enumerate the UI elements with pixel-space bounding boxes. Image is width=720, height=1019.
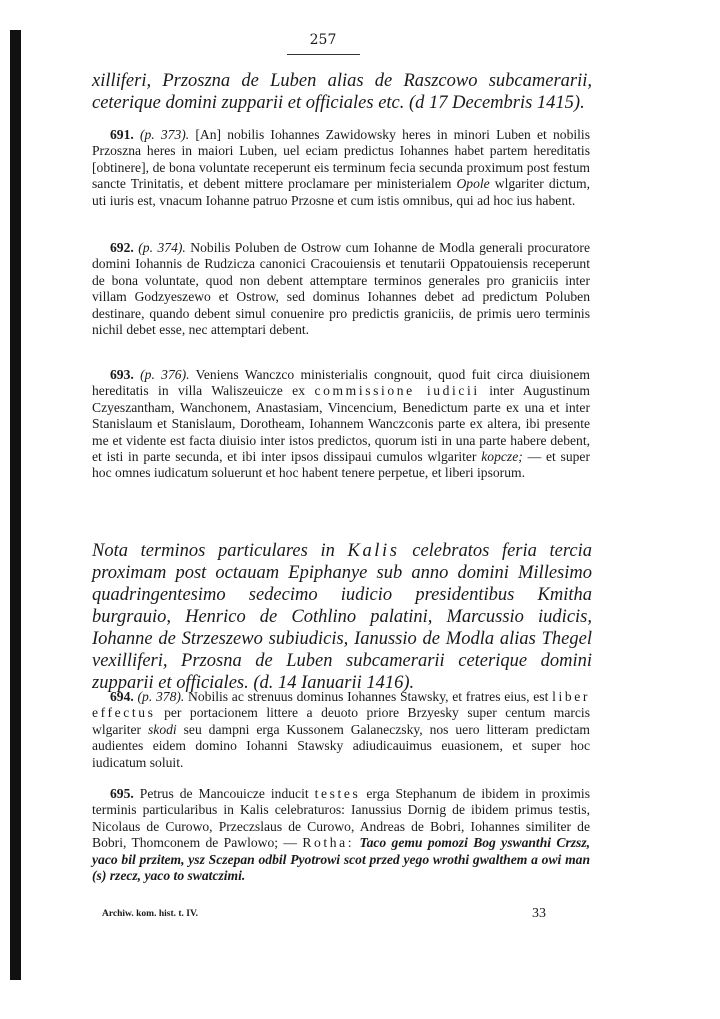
entry-695 (92, 786, 590, 884)
entry-text-a: Petrus de Mancouicze inducit (139, 786, 309, 801)
page-number-rule (287, 54, 360, 55)
heading-mid-b: celebratos feria tercia proximam post octauam Epiphanye sub anno domini Millesimo quadringentesimo sedecimo iudicio presidentibus Kmitha burgrauio, Henrico de Cothlino palatini, Marcussio iudicis, Iohanne de Strzeszewo subiudicis, Ianussio de Modla alias Thegel vexilliferi, Przosna de Luben subcamerarii ceterique domini zupparii et officiales. (d. 14 Ianuarii 1416). (92, 541, 593, 693)
place-name: Opole (456, 176, 490, 192)
entry-text-c: seu dampni erga Kussonem Galaneczsky, nos uero litteram predictam audientes eidem domino Iohanni Stawsky adiudicauimus euasionem, et super hoc iudicatum soluit. (92, 721, 590, 770)
entry-ref: (p. 373). (139, 127, 190, 142)
footer-source: Archiw. kom. hist. t. IV. (102, 909, 198, 919)
entry-694 (92, 689, 590, 771)
entry-ref: (p. 376). (140, 367, 190, 382)
entry-text-c: — et super hoc omnes iudicatum soluerunt et hoc habent tenere perpetue, et liberi ipsorum. (92, 449, 590, 481)
entry-ref: (p. 378). (137, 689, 185, 704)
spaced-phrase: liber effectus (92, 689, 591, 721)
entry-691 (92, 127, 590, 209)
entry-number: 692. (110, 240, 134, 255)
heading-mid-a: Nota terminos particulares in (92, 541, 335, 561)
entry-number: 695. (110, 786, 134, 801)
entry-text-b: per portacionem littere a deuoto priore Brzyesky super centum marcis wlgariter (92, 705, 591, 737)
spaced-word: testes (314, 786, 361, 801)
section-heading-mid (92, 540, 592, 694)
section-heading-top: xilliferi, Przoszna de Luben alias de Raszcowo subcamerarii, ceterique domini zupparii et officiales etc. (d 17 Decembris 1415). (92, 71, 592, 113)
entry-number: 693. (110, 367, 134, 382)
entry-number: 694. (110, 689, 134, 704)
entry-text-b: inter Augustinum Czyeszantham, Wanchonem, Anastasiam, Vincencium, Benedictum parte ex una et inter Stanislaum et Stanislaum, Dorotheam, Iohannem Wanczconis parte ex altera, ibi presente me et vidente est facta diuisio inter istos predictos, quorum isti in una parte habere debent, et isti in parte secunda, et ibi inter ipsos dissipaui cumulos wlgariter (92, 383, 591, 465)
entry-text-a: Veniens Wanczco ministerialis congnouit, quod fuit circa diuisionem hereditatis in villa Waliszeuicze ex (92, 367, 590, 399)
footer-signature-number: 33 (532, 906, 546, 921)
vernacular-word: skodi (148, 721, 177, 737)
entry-ref: (p. 374). (138, 240, 186, 255)
page-number: 257 (309, 32, 337, 48)
oath-text: Taco gemu pomozi Bog yswanthi Crzsz, yaco bil przitem, ysz Sczepan odbil Pyotrowi scot przed yego wrothi gwalthem a owi man (s) rzecz, yaco to swatczimi. (92, 835, 591, 884)
spaced-label: Rotha: (302, 835, 355, 851)
entry-692 (92, 240, 590, 338)
vernacular-word: kopcze; (481, 449, 523, 465)
entry-number: 691. (110, 127, 134, 142)
entry-693 (92, 367, 590, 482)
heading-mid-place: Kalis (347, 541, 400, 561)
spaced-phrase: commissione iudicii (314, 383, 480, 399)
entry-text-b: erga Stephanum de ibidem in proximis terminis particularibus in Kalis celebraturos: Ianussius Dornig de ibidem primus testis, Nicolaus de Curowo, Przeczslaus de Curowo, Andreas de Bobri, Iohannes similiter de Bobri, Thomconem de Pawlowo; — (92, 786, 590, 851)
entry-text: Nobilis Poluben de Ostrow cum Iohanne de Modla generali procuratore domini Iohannis de Rudzicza canonici Cracouiensis et tenutarii Oppatouiensis receperunt de bona voluntate, quod non debent attemptare terminos generales pro graniciis inter villam Godzyeszewo et Ostrow, sed dominus Iohannes debet ad predictum Poluben destinare, quando debent simul conuenire pro predictis graniciis, de primis uero terminis nichil debet esse, nec attemptari debent. (92, 240, 590, 338)
page-spine-shadow (10, 30, 21, 980)
entry-text-a: Nobilis ac strenuus dominus Iohannes Stawsky, et fratres eius, est (188, 689, 549, 704)
entry-text-end: wlgariter dictum, uti iuris est, vnacum Iohanne patruo Przosne et cum istis omnibus, qui ad hoc ius habent. (92, 176, 590, 208)
entry-text: [An] nobilis Iohannes Zawidowsky heres in minori Luben et nobilis Przoszna heres in maiori Luben, uel eciam predictus Iohannes habet partem hereditatis [obtinere], de bona voluntate receperunt eis terminum fecia secunda proximum post festum sancte Trinitatis, et debent mittere proclamare per ministerialem (92, 127, 590, 192)
